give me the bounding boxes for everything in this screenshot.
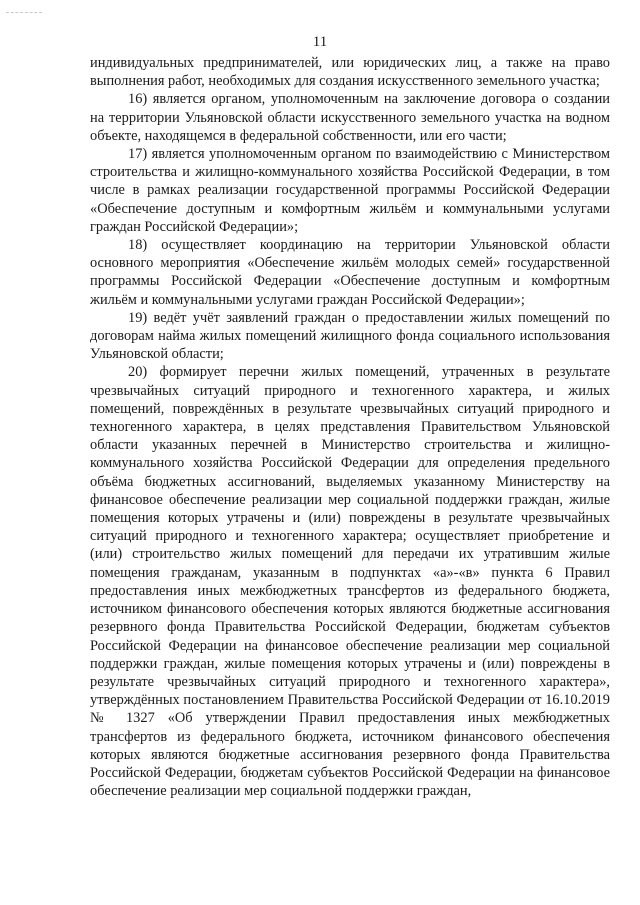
paragraph-item-18: 18) осуществляет координацию на территории Ульяновской области основного мероприятия «Обеспечение жильём молодых семей» государственной программы Российской Федерации «Обеспечение доступным и комфортным жильём и коммунальными услугами граждан Российской Федерации»; [90, 237, 610, 308]
paragraph-item-20: 20) формирует перечни жилых помещений, утраченных в результате чрезвычайных ситуаций природного и техногенного характера, и жилых помещений, повреждённых в результате чрезвычайных ситуаций природного и техногенного характера, в целях представления Правительством Ульяновской области указанных перечней в Министерство строительства и жилищно-коммунального хозяйства Российской Федерации для определения предельного объёма бюджетных ассигнований, выделяемых указанному Министерству на финансовое обеспечение реализации мер социальной поддержки граждан, жилые помещения которых утрачены и (или) повреждены в результате чрезвычайных ситуаций природного и техногенного характера; осуществляет приобретение и (или) строительство жилых помещений для передачи их утратившим жилые помещения гражданам, указанным в подпунктах «а»-«в» пункта 6 Правил предоставления иных межбюджетных трансфертов из федерального бюджета, источником финансового обеспечения которых являются бюджетные ассигнования резервного фонда Правительства Российской Федерации, бюджетам субъектов Российской Федерации на финансовое обеспечение реализации мер социальной поддержки граждан, жилые помещения которых утрачены и (или) повреждены в результате чрезвычайных ситуаций природного и техногенного характера», утверждённых постановлением Правительства Российской Федерации от 16.10.2019 № 1327 «Об утверждении Правил предоставления иных межбюджетных трансфертов из федерального бюджета, источником финансового обеспечения которых являются бюджетные ассигнования резервного фонда Правительства Российской Федерации, бюджетам субъектов Российской Федерации на финансовое обеспечение реализации мер социальной поддержки граждан, [90, 364, 610, 800]
paragraph-continuation: индивидуальных предпринимателей, или юридических лиц, а также на право выполнения работ, необходимых для создания искусственного земельного участка; [90, 55, 610, 90]
page-number: 11 [312, 34, 328, 50]
scan-edge-mark [6, 12, 42, 13]
paragraph-item-17: 17) является уполномоченным органом по взаимодействию с Министерством строительства и жилищно-коммунального хозяйства Российской Федерации, в том числе в рамках реализации государственной программы Российской Федерации «Обеспечение доступным и комфортным жильём и коммунальными услугами граждан Российской Федерации»; [90, 146, 610, 235]
paragraph-item-16: 16) является органом, уполномоченным на заключение договора о создании на территории Ульяновской области искусственного земельного участка на водном объекте, находящемся в федеральной собственности, или его части; [90, 91, 610, 144]
body-text [90, 54, 610, 800]
paragraph-item-19: 19) ведёт учёт заявлений граждан о предоставлении жилых помещений по договорам найма жилых помещений жилищного фонда социального использования Ульяновской области; [90, 309, 610, 363]
